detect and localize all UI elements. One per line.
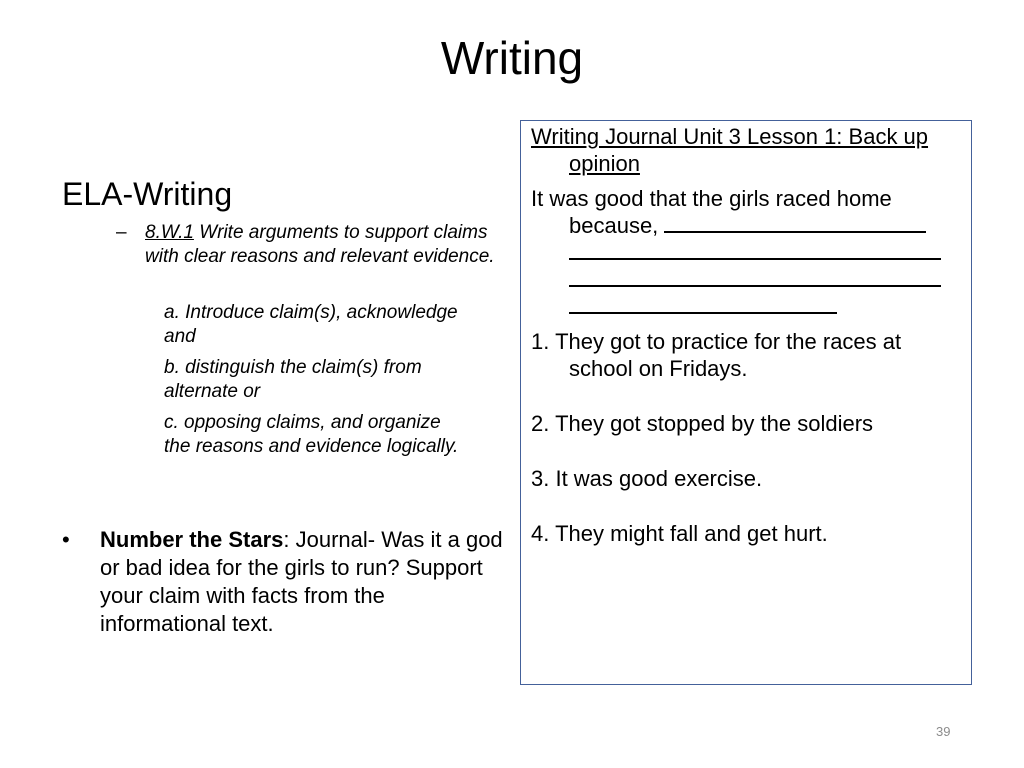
answer-blank [569,267,941,287]
standard-description [145,221,505,269]
journal-prompt-text: It was good that the girls raced home because, [531,186,892,238]
standard-sub-items [164,301,464,466]
answer-blank [569,294,837,314]
answer-blank [569,240,941,260]
journal-option-2: 2. They got stopped by the soldiers [531,411,874,436]
standard-dash: – [116,222,127,243]
standard-text: Write arguments to support claims with clear reasons and relevant evidence. [145,222,495,267]
sub-item-c: c. opposing claims, and organize the reasons and evidence logically. [164,412,459,457]
bullet-icon: • [62,527,70,552]
left-heading: ELA-Writing [62,176,233,212]
page-number: 39 [936,724,951,739]
assignment-text: : Journal- Was it a god or bad idea for the girls to run? Support your claim with facts from the informational text. [100,527,503,636]
assignment-bullet [100,526,505,638]
book-title: Number the Stars [100,527,284,552]
journal-option-3: 3. It was good exercise. [531,466,763,491]
journal-option-1: 1. They got to practice for the races at school on Fridays. [531,329,902,381]
standard-code: 8.W.1 [145,222,194,243]
journal-content [531,123,963,563]
journal-option-4: 4. They might fall and get hurt. [531,521,828,546]
sub-item-b: b. distinguish the claim(s) from alternate or [164,357,422,402]
journal-heading: Writing Journal Unit 3 Lesson 1: Back up opinion [531,124,929,176]
answer-blank [664,213,926,233]
journal-box [520,120,972,685]
sub-item-a: a. Introduce claim(s), acknowledge and [164,302,458,347]
journal-prompt [531,185,963,320]
slide-title: Writing [440,32,584,84]
